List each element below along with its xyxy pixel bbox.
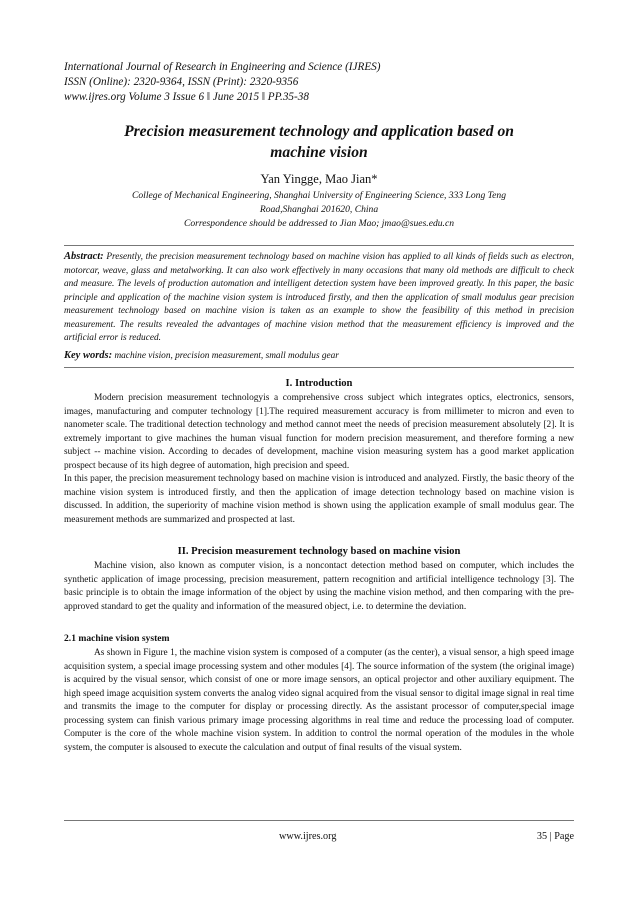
affiliation-line-1: College of Mechanical Engineering, Shanghai University of Engineering Science, 333 Long Teng [131, 190, 506, 201]
paragraph: Machine vision, also known as computer vision, is a noncontact detection method based on computer, which includes the synthetic application of image processing, precision measurement, pattern recognition and artificial intelligence technology [3]. The basic principle is to obtain the image information of the object by using the machine vision method, and then comparing with the pre-approved standard to get the quality and information of the measured object, i.e. to determine the deviation. [64, 561, 574, 612]
footer-divider [64, 820, 574, 821]
paragraph: In this paper, the precision measurement technology based on machine vision is introduced and analyzed. Firstly, the basic theory of the machine vision system is introduced firstly, and then the application of image detection technology based on machine vision is discussed. In addition, the superiority of machine vision method is shown using the application example of small modulus gear. The measurement methods are summarized and prospected at last. [64, 474, 574, 525]
paper-title-line-1: Precision measurement technology and application based on [124, 123, 514, 140]
keywords [64, 349, 574, 363]
paragraph: As shown in Figure 1, the machine vision system is composed of a computer (as the center), a visual sensor, a high speed image acquisition system, a special image processing system and other modules [4]. The source information of the system (the original image) is acquired by the visual sensor, which consist of one or more image sensors, an optical projector and other auxiliary equipment. The high speed image acquisition system converts the analog video signal acquired from the visual sensor to digital image signal in real time and transmits the image to the computer for display or processing directly. As the assistant processor of computer,special image processing system can finish various primary image processing algorithms in real time and reduce the processing load of computer. Computer is the core of the whole machine vision system. In addition to control the normal operation of the modules in the whole system, the computer is alsoused to execute the calculation and output of final results of the visual system. [64, 648, 574, 753]
abstract [64, 250, 574, 346]
subsection-vision-system-body [64, 647, 574, 755]
page-number: 35 | Page [536, 831, 574, 842]
section-machine-vision-body [64, 560, 574, 614]
paper-authors: Yan Yingge, Mao Jian* [260, 172, 378, 186]
keywords-label: Key words: [64, 350, 113, 361]
footer-url: www.ijres.org [279, 831, 337, 842]
affiliation-line-2: Road,Shanghai 201620, China [259, 204, 379, 215]
section-heading-machine-vision: II. Precision measurement technology based on machine vision [177, 546, 461, 557]
abstract-text: Presently, the precision measurement technology based on machine vision has applied to all kinds of fields such as electron, motorcar, weave, glass and metalworking. It can also work effectively in many occasions that many old methods are difficult to check and measure. The levels of production automation and intelligent detection system have been improved greatly. In this paper, the basic principle and application of the machine vision system is introduced firstly, and then the application of small modulus gear precision measurement technology based on machine vision is taken as an example to show the feasibility of this method in precision measurement. The results revealed the advantages of machine vision method that the measurement efficiency is improved and the artificial error is reduced. [64, 252, 574, 343]
author-affiliation [64, 189, 574, 231]
section-introduction-body [64, 392, 574, 527]
divider-top [64, 245, 574, 246]
subsection-heading-vision-system: 2.1 machine vision system [64, 633, 170, 644]
correspondence-line: Correspondence should be addressed to Jian Mao; jmao@sues.edu.cn [183, 218, 455, 229]
paper-title-line-2: machine vision [270, 144, 368, 161]
keywords-text: machine vision, precision measurement, small modulus gear [112, 351, 339, 361]
journal-header [64, 60, 584, 105]
divider-bottom [64, 367, 574, 368]
paragraph: Modern precision measurement technologyis a comprehensive cross subject which integrates optics, electronics, sensors, images, manufacturing and computer technology [1].The required measurement accuracy is from millimeter to micron and even to nanometer scale. The traditional detection technology and method cannot meet the needs of precision measurement absolutely [2]. It is extremely important to give machines the human visual function for modern precision measurement, and therefore forming a new subject -- machine vision. According to decades of development, machine vision measuring system has a good market application prospect because of its high degree of automation, high precision and speed. [64, 393, 574, 471]
journal-name: International Journal of Research in Engineering and Science (IJRES) [64, 61, 381, 73]
paper-title [80, 121, 558, 163]
journal-volume: www.ijres.org Volume 3 Issue 6 ǁ June 2015 ǁ PP.35-38 [64, 91, 309, 103]
abstract-label: Abstract: [64, 251, 104, 262]
journal-issn: ISSN (Online): 2320-9364, ISSN (Print): 2320-9356 [64, 76, 299, 88]
section-heading-introduction: I. Introduction [285, 378, 353, 389]
